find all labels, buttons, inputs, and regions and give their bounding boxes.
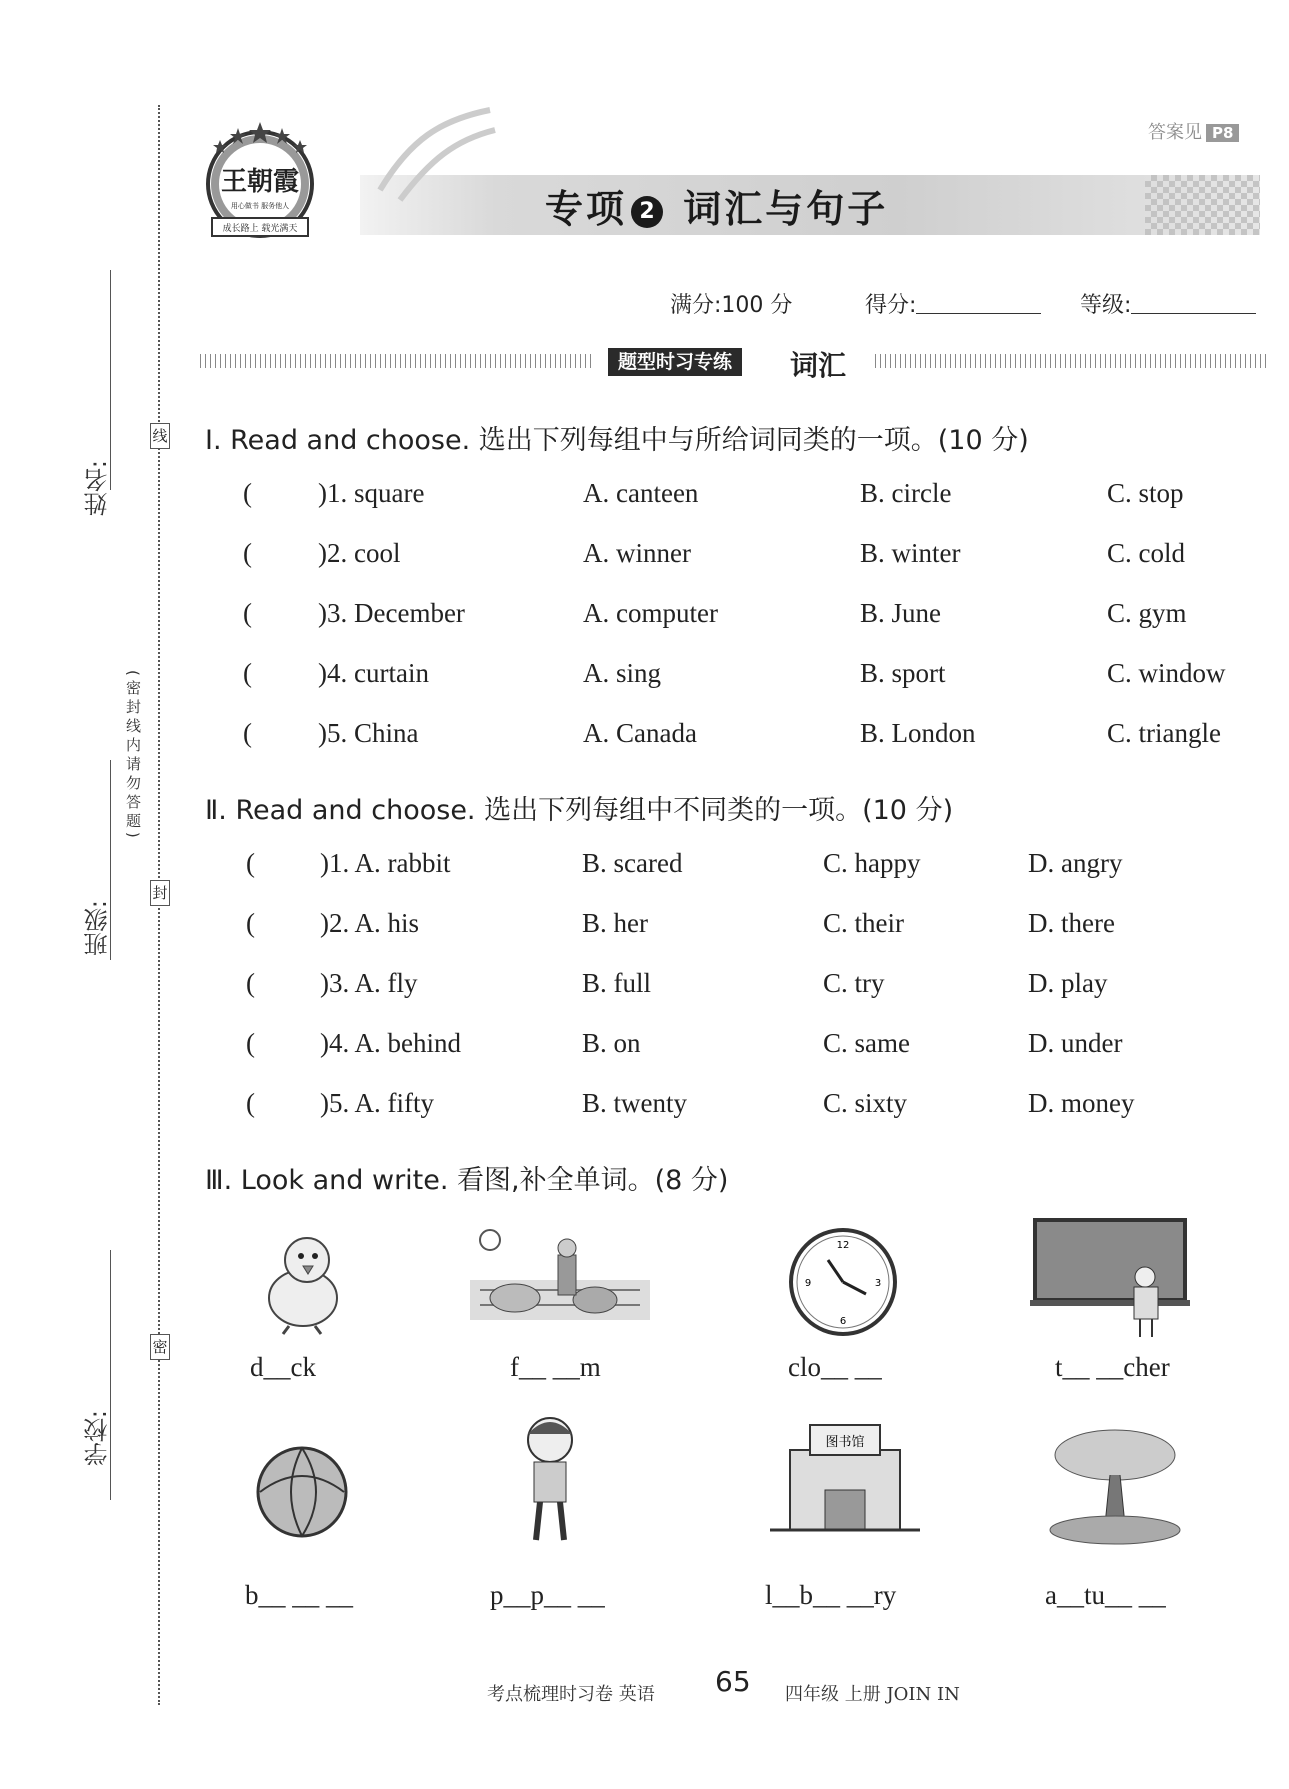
option-c: C. window [1107, 658, 1226, 688]
svg-text:3: 3 [874, 1278, 882, 1289]
full-score: 满分:100 分 [670, 293, 793, 318]
option-b: B. June [860, 598, 941, 628]
brand-logo [198, 118, 322, 242]
school-input-line[interactable] [110, 1250, 111, 1500]
option-a: )1. A. rabbit [320, 848, 451, 878]
name-input-line[interactable] [110, 270, 111, 490]
option-d: D. money [1028, 1088, 1135, 1118]
logo-slogan-2: 成长路上 载光满天 [222, 224, 298, 234]
page-title [545, 178, 888, 233]
duckling-picture [235, 1220, 365, 1340]
option-b: B. full [582, 968, 652, 998]
answer-ref-label: 答案见 [1148, 122, 1202, 143]
option-d: D. play [1028, 968, 1108, 998]
page-number: 65 [715, 1665, 751, 1698]
teacher-picture [1030, 1215, 1190, 1340]
option-a: A. Canada [583, 718, 697, 748]
option-c: C. stop [1107, 478, 1184, 508]
title-prefix: 专项 [545, 187, 628, 231]
class-label: 班级: [84, 900, 112, 957]
grade-blank[interactable] [1131, 313, 1256, 314]
line-mark: 线 [150, 423, 170, 449]
option-a: )4. A. behind [320, 1028, 461, 1058]
part1-title: Ⅰ. Read and choose. 选出下列每组中与所给词同类的一项。(10 分) [205, 425, 1029, 456]
svg-text:9: 9 [804, 1278, 812, 1289]
ribbon-decoration [360, 100, 500, 210]
option-a: A. winner [583, 538, 691, 568]
footer-right: 四年级 上册 JOIN IN [785, 1684, 960, 1705]
title-checker-pattern [1145, 175, 1260, 235]
fill-word[interactable]: p__p__ __ [490, 1580, 605, 1610]
option-c: C. gym [1107, 598, 1187, 628]
answer-paren[interactable]: ( [243, 598, 252, 628]
fill-word[interactable]: l__b__ __ry [765, 1580, 897, 1610]
option-b: B. London [860, 718, 976, 748]
option-c: C. sixty [823, 1088, 908, 1118]
boy-picture [500, 1410, 600, 1550]
answer-reference [1148, 118, 1239, 144]
option-a: )3. A. fly [320, 968, 418, 998]
option-b: B. winter [860, 538, 961, 568]
section-tag: 题型时习专练 [608, 348, 742, 376]
got-score-blank[interactable] [916, 313, 1041, 314]
option-b: B. her [582, 908, 648, 938]
answer-ref-page: P8 [1206, 124, 1239, 142]
option-b: B. twenty [582, 1088, 687, 1118]
question-word: )4. curtain [318, 658, 429, 688]
option-c: C. their [823, 908, 904, 938]
class-input-line[interactable] [110, 760, 111, 960]
school-label: 学校: [84, 1410, 112, 1467]
got-score-label: 得分: [865, 293, 917, 318]
question-word: )5. China [318, 718, 419, 748]
question-word: )1. square [318, 478, 425, 508]
tree-picture [1040, 1420, 1190, 1550]
option-a: A. computer [583, 598, 718, 628]
fill-word[interactable]: a__tu__ __ [1045, 1580, 1166, 1610]
option-b: B. circle [860, 478, 952, 508]
option-a: A. sing [583, 658, 662, 688]
option-b: B. on [582, 1028, 641, 1058]
secret-mark: 密 [150, 1334, 170, 1360]
ball-picture [250, 1430, 380, 1550]
option-a: )5. A. fifty [320, 1088, 434, 1118]
svg-text:12: 12 [836, 1240, 850, 1251]
option-d: D. angry [1028, 848, 1123, 878]
seal-mark: 封 [150, 880, 170, 906]
answer-paren[interactable]: ( [243, 658, 252, 688]
part2-title: Ⅱ. Read and choose. 选出下列每组中不同类的一项。(10 分) [205, 795, 954, 826]
section-word: 词汇 [790, 349, 847, 382]
option-c: C. happy [823, 848, 921, 878]
clock-picture [778, 1220, 908, 1340]
section-hatch-left [200, 354, 595, 368]
fill-word[interactable]: b__ __ __ [245, 1580, 353, 1610]
option-c: C. same [823, 1028, 910, 1058]
svg-text:6: 6 [839, 1316, 847, 1327]
option-c: C. triangle [1107, 718, 1221, 748]
title-number: 2 [631, 196, 663, 228]
farm-picture [470, 1220, 650, 1340]
option-b: B. sport [860, 658, 946, 688]
grade-label: 等级: [1080, 293, 1132, 318]
answer-paren[interactable]: ( [246, 908, 255, 938]
answer-paren[interactable]: ( [246, 1028, 255, 1058]
title-main: 词汇与句子 [683, 187, 889, 231]
no-answer-note: (密封线内请勿答题) [124, 670, 142, 842]
section-hatch-right [875, 354, 1270, 368]
option-d: D. under [1028, 1028, 1123, 1058]
footer-left: 考点梳理时习卷 英语 [487, 1684, 655, 1705]
option-c: C. try [823, 968, 885, 998]
question-word: )3. December [318, 598, 465, 628]
answer-paren[interactable]: ( [246, 968, 255, 998]
answer-paren[interactable]: ( [243, 538, 252, 568]
got-score [865, 288, 1041, 319]
option-c: C. cold [1107, 538, 1185, 568]
grade [1080, 288, 1256, 319]
logo-slogan-1: 用心做书 服务他人 [230, 202, 290, 210]
logo-brand-text: 王朝霞 [220, 167, 300, 197]
answer-paren[interactable]: ( [243, 478, 252, 508]
question-word: )2. cool [318, 538, 401, 568]
answer-paren[interactable]: ( [246, 1088, 255, 1118]
fill-word[interactable]: f__ __m [510, 1352, 601, 1382]
option-b: B. scared [582, 848, 683, 878]
option-a: )2. A. his [320, 908, 420, 938]
option-a: A. canteen [583, 478, 699, 508]
library-sign: 图书馆 [825, 1435, 865, 1450]
option-d: D. there [1028, 908, 1115, 938]
part3-title: Ⅲ. Look and write. 看图,补全单词。(8 分) [205, 1165, 729, 1196]
fill-word[interactable]: d__ck [250, 1352, 316, 1382]
answer-paren[interactable]: ( [243, 718, 252, 748]
fill-word[interactable]: t__ __cher [1055, 1352, 1170, 1382]
answer-paren[interactable]: ( [246, 848, 255, 878]
library-picture [770, 1420, 920, 1550]
name-label: 姓名: [84, 460, 112, 517]
fill-word[interactable]: clo__ __ [788, 1352, 882, 1382]
